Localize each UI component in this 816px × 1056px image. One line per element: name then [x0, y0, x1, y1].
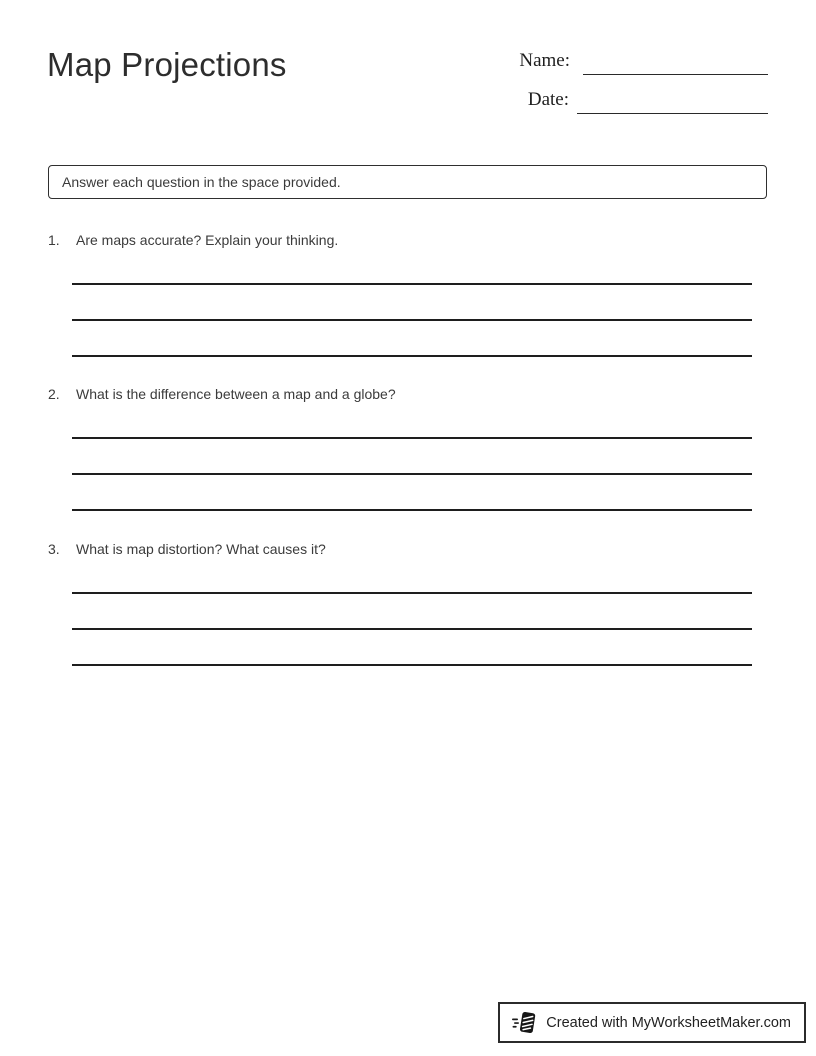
answer-line [72, 319, 752, 321]
name-blank-line [583, 51, 768, 75]
name-field-row [519, 50, 768, 75]
date-field-row [528, 89, 768, 114]
answer-line [72, 283, 752, 285]
answer-line [72, 628, 752, 630]
question-2 [48, 385, 768, 511]
instructions-box [48, 165, 767, 199]
question-3 [48, 540, 768, 666]
answer-line [72, 664, 752, 666]
footer-credit-box [498, 1002, 806, 1043]
question-1-number: 1. [48, 232, 60, 248]
question-1-row [48, 231, 768, 250]
date-label: Date: [527, 89, 569, 110]
question-3-text: What is map distortion? What causes it? [76, 541, 326, 557]
answer-line [72, 355, 752, 357]
question-2-number: 2. [48, 386, 60, 402]
page-title: Map Projections [47, 46, 287, 83]
answer-line [72, 592, 752, 594]
question-3-number: 3. [48, 541, 60, 557]
question-3-row [48, 540, 768, 559]
question-2-row [48, 385, 768, 404]
question-1 [48, 231, 768, 357]
date-blank-line [577, 90, 768, 114]
name-label: Name: [519, 50, 570, 71]
answer-line [72, 473, 752, 475]
answer-line [72, 437, 752, 439]
question-1-text: Are maps accurate? Explain your thinking. [76, 232, 339, 248]
instructions-text: Answer each question in the space provided. [62, 174, 341, 190]
worksheet-maker-logo-icon [511, 1010, 537, 1036]
footer-credit-text: Created with MyWorksheetMaker.com [546, 1014, 791, 1031]
question-2-text: What is the difference between a map and a globe? [76, 386, 396, 402]
answer-line [72, 509, 752, 511]
